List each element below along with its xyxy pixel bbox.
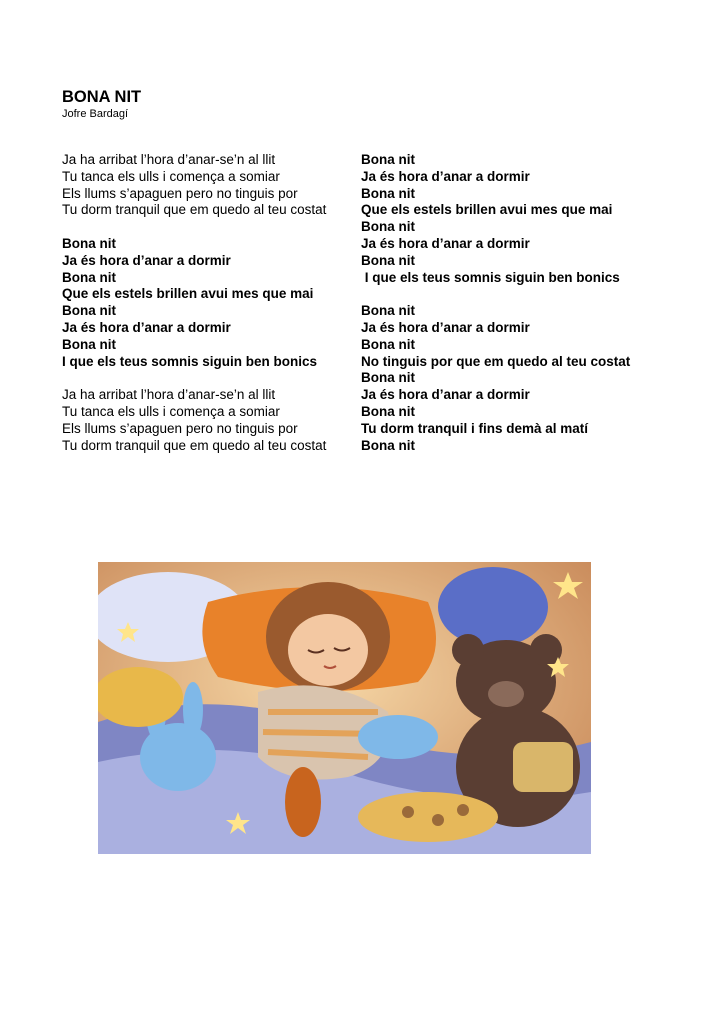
lyric-line: Bona nit — [361, 303, 415, 319]
lyric-line: Ja ha arribat l’hora d’anar-se’n al llit — [62, 152, 276, 167]
lyric-line: Bona nit — [62, 235, 116, 251]
lyric-line: Tu tanca els ulls i comença a somiar — [62, 168, 280, 184]
lyric-line: Bona nit — [361, 403, 415, 419]
song-title: BONA NIT — [62, 88, 142, 106]
lyric-line: I que els teus somnis siguin ben bonics — [361, 269, 620, 285]
lyric-line: Ja és hora d’anar a dormir — [62, 319, 231, 335]
lyrics-left-column — [62, 152, 357, 454]
lyric-line: Els llums s’apaguen pero no tinguis por — [62, 185, 298, 201]
giraffe-plush — [358, 792, 498, 842]
lyric-line: Que els estels brillen avui mes que mai — [361, 202, 613, 218]
lyric-line: Ja és hora d’anar a dormir — [62, 252, 231, 268]
lyric-line: Bona nit — [62, 336, 116, 352]
lyric-line: Bona nit — [361, 370, 415, 386]
lyric-line: Bona nit — [361, 437, 415, 453]
lyric-line: Tu dorm tranquil que em quedo al teu costat — [62, 202, 327, 218]
lyric-line: Bona nit — [361, 185, 415, 201]
cat-plush — [358, 715, 438, 759]
sleeping-child-illustration — [98, 562, 591, 854]
song-author: Jofre Bardagí — [62, 108, 129, 120]
lyric-line: Ja és hora d’anar a dormir — [361, 168, 530, 184]
lyric-line: Que els estels brillen avui mes que mai — [62, 286, 314, 302]
lyric-line: Tu dorm tranquil i fins demà al matí — [361, 420, 589, 436]
lyric-line: No tinguis por que em quedo al teu costat — [361, 353, 631, 369]
lyric-line: Bona nit — [361, 219, 415, 235]
lyric-line: Tu tanca els ulls i comença a somiar — [62, 403, 280, 419]
lyric-line: Ja és hora d’anar a dormir — [361, 387, 530, 403]
lyric-line: Ja és hora d’anar a dormir — [361, 235, 530, 251]
lyric-line: Els llums s’apaguen pero no tinguis por — [62, 420, 298, 436]
lyric-line: Tu dorm tranquil que em quedo al teu costat — [62, 437, 327, 453]
lyric-line: Bona nit — [361, 336, 415, 352]
striped-hat — [438, 567, 548, 647]
lyrics-right-column — [361, 152, 661, 454]
lyric-line: I que els teus somnis siguin ben bonics — [62, 353, 318, 369]
child-leg — [285, 767, 321, 837]
lyric-line: Bona nit — [361, 152, 415, 167]
child-face — [288, 614, 368, 686]
lyric-line: Bona nit — [62, 303, 116, 319]
lyric-line: Bona nit — [361, 252, 415, 268]
lyric-line: Ja és hora d’anar a dormir — [361, 319, 530, 335]
lyric-line: Bona nit — [62, 269, 116, 285]
lyric-line: Ja ha arribat l’hora d’anar-se’n al llit — [62, 387, 276, 403]
